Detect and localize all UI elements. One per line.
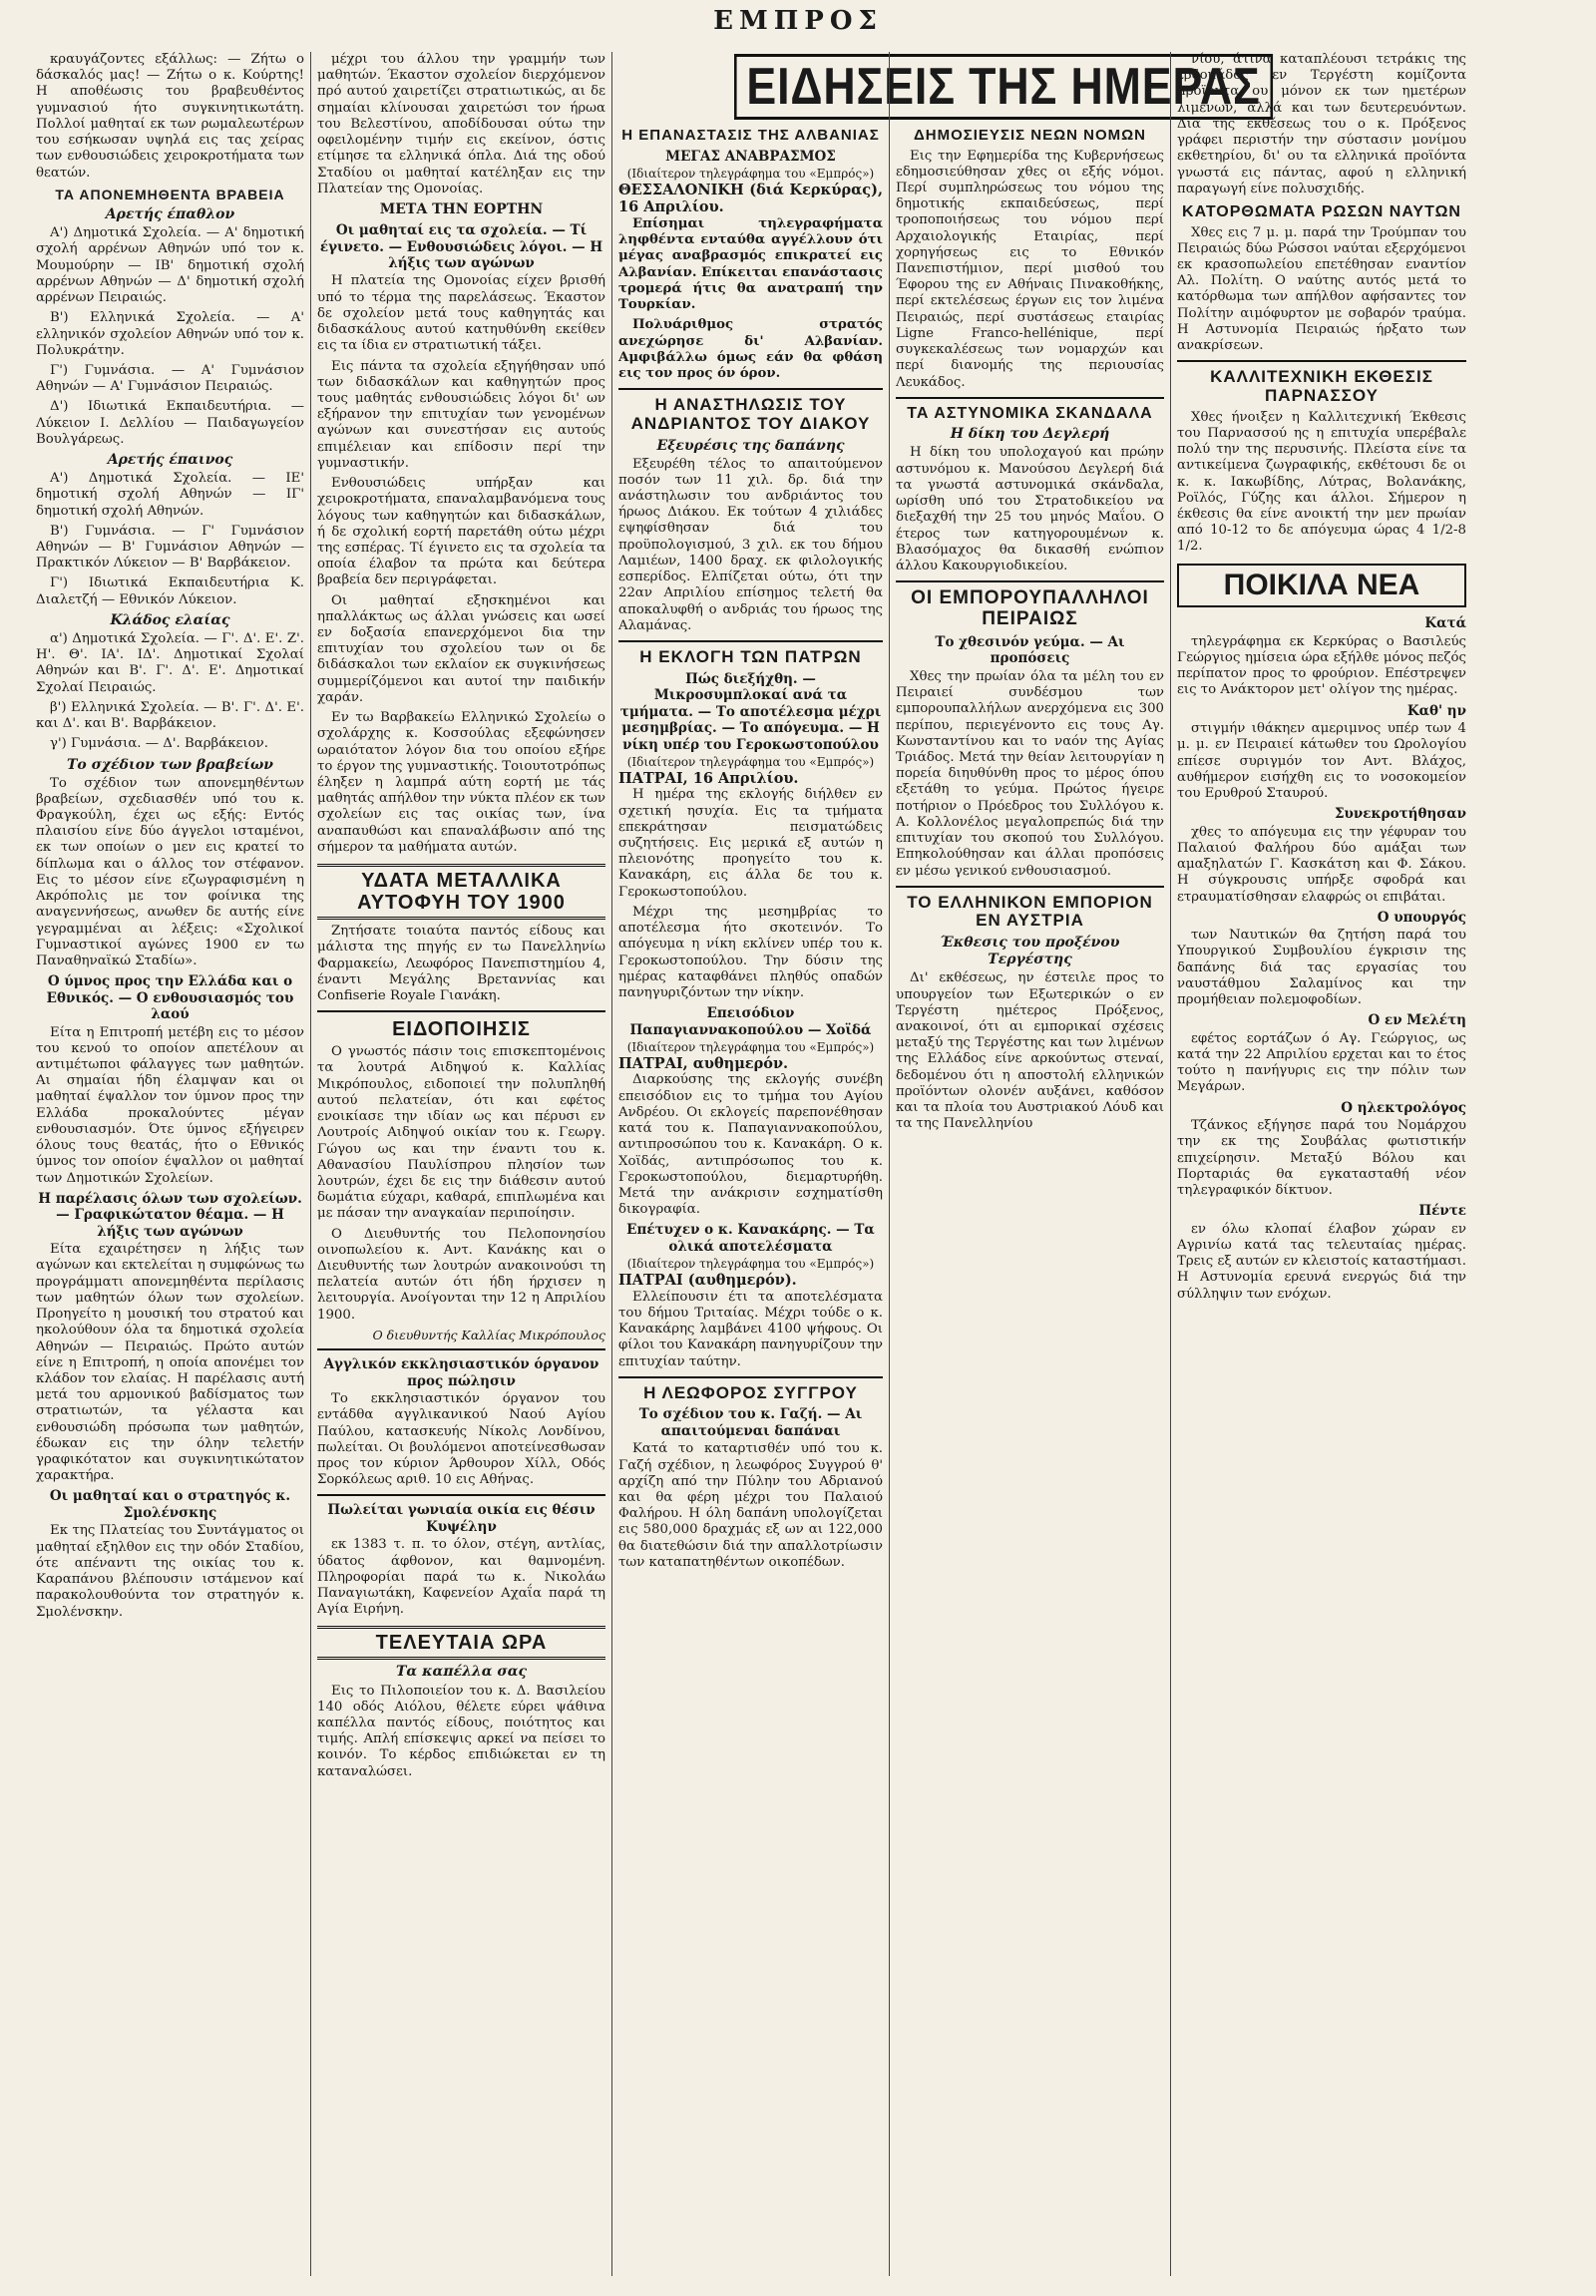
article-text: γ') Γυμνάσια. — Δ'. Βαρβάκειον.: [50, 736, 268, 752]
column-4: [890, 52, 1171, 2276]
masthead: ΕΜΠΡΟΣ: [713, 6, 883, 36]
subheading: Αρετής έπαινος: [107, 452, 233, 469]
article-text: Δι' εκθέσεως, ην έστειλε προς το υπουργείον των Εξωτερικών ο εν Τεργέστη ημέτερος Πρόξενος, ανακοινοί, ότι αι εμπορικαί σχέσεις μεταξύ της Τεργέστης και των λιμένων της Ελλάδος είνε αρκούντως στεναί, δεδομένου ότι η αποστολή ελληνικών προϊόντων ολονέν αυξάνει, καθόσον και τα πλοία του Αυστριακού Λόυδ και τα της Πανελληνίου: [896, 970, 1164, 1132]
article-text: Τζάνκος εξήγησε παρά του Νομάρχου την εκ της Σουβάλας φωτιστικήν επιχείρησιν. Μεταξύ Βόλου και Πορταριάς θα εγκατασταθή νέον τηλεγραφικόν δίκτυον.: [1177, 1118, 1466, 1198]
article-text: Μέχρι της μεσημβρίας το αποτέλεσμα ήτο σκοτεινόν. Το απόγευμα η νίκη εκλίνεν υπέρ του κ. Γεροκωστοπούλου. Την δύσιν της ημέρας καταφθάνει πληθύς οπαδών πανηγυριζόντων την νίκην.: [618, 904, 883, 1000]
subheading: Οι μαθηταί και ο στρατηγός κ. Σμολένσκης: [49, 1488, 291, 1521]
divider: [317, 1494, 605, 1496]
source-note: (Ιδιαίτερον τηλεγράφημα του «Εμπρός»): [626, 1040, 875, 1055]
article-text: α') Δημοτικά Σχολεία. — Γ'. Δ'. Ε'. Ζ'. Η'. Θ'. ΙΑ'. ΙΔ'. Δημοτικαί Σχολαί Αθηνών και Β'. Γ'. Δ'. Ε'. Δημοτικαί Σχολαί Πειραιώς.: [36, 630, 304, 695]
article-text: β') Ελληνικά Σχολεία. — Β'. Γ'. Δ'. Ε'. και Δ'. και Β'. Βαρβάκειον.: [36, 699, 304, 732]
article-text: Η δίκη του υπολοχαγού και πρώην αστυνόμου κ. Μανούσου Δεγλερή διά τα γνωστά αστυνομικά σκάνδαλα, ωρίσθη υπό του Στρατοδικείου να διεξαχθή την 25 του μηνός Μαΐου. Ο έτερος των κατηγορουμένων κ. Βλασόμαχος θα δικασθή ενώπιον άλλου Κακουργιοδικείου.: [896, 445, 1164, 574]
section-heading: ΔΗΜΟΣΙΕΥΣΙΣ ΝΕΩΝ ΝΟΜΩΝ: [913, 127, 1146, 144]
article-text: Είτα εχαιρέτησεν η λήξις των αγώνων και εκτελείται η συμφώνως τω προγράμματι απονεμηθέντα περίλασις των μαθητών όλων των σχολείων. Προηγείτο η μουσική του στρατού και ηκολούθουν όλα τα δημοτικά σχολεία Αθηνών — Πειραιώς. Πρώτο αυτών είνε η Επιτροπή, η οποία απονέμει τον κλάδον τον ελαίας. Η παρέλασις αυτή μετά του αρμονικού βαδίσματος των στρατιωτών, τα γέλαστα και ενθουσιώδη πρόσωπα των μαθητών, έδωκαν εις την όλην τελετήν γραφικότατον και συγκινητικώτατον χαρακτήρα.: [36, 1242, 304, 1484]
subheading: Συνεκροτήθησαν: [1334, 806, 1466, 823]
section-heading: Η ΕΚΛΟΓΗ ΤΩΝ ΠΑΤΡΩΝ: [639, 647, 862, 667]
article-text: Β') Ελληνικά Σχολεία. — Α' ελληνικόν σχολείον Αθηνών υπό τον κ. Πολυκράτην.: [36, 310, 304, 358]
subheading: Πώς διεξήχθη. — Μικροσυμπλοκαί ανά τα τμήματα. — Το αποτέλεσμα μέχρι μεσημβρίας. — Το απόγευμα. — Η νίκη υπέρ του Γεροκωστοπούλου: [619, 670, 882, 753]
article-text: Το σχέδιον των απονεμηθέντων βραβείων, σχεδιασθέν υπό του κ. Φραγκούλη, έχει ως εξής: Εντός πλαισίου είνε δύο άγγελοι ισταμένοι, εκ των οποίων ο μεν εις κρατεί το δίπλωμα και ο άλλος τον στέφανον. Εις το μέσον είνε εζωγραφισμένη η Ακρόπολις με τον φοίνικα της αναγεννήσεως, ανωθεν δε αυτής είνε γεγραμμέναι αι λέξεις: «Σχολικοί Γυμναστικοί αγώνες 1900 εν τω Παναθηναϊκώ Σταδίω».: [36, 775, 304, 968]
signature: Ο διευθυντής Καλλίας Μικρόπουλος: [372, 1327, 605, 1342]
article-text: εν όλω κλοπαί έλαβον χώραν εν Αγρινίω κατά τας τελευταίας ημέρας. Τρεις εξ αυτών εν κλειστοίς καταστήμασι. Η Αστυνομία ερευνά ενεργώς διά την σύλληψιν των ενόχων.: [1177, 1221, 1466, 1302]
article-text: εφέτος εορτάζων ό Αγ. Γεώργιος, ως κατά την 22 Απριλίου ερχεται και το έτος τούτο η πανήγυρις εις την πόλιν των Μεγάρων.: [1177, 1030, 1466, 1095]
column-2: [311, 52, 612, 2276]
article-text: Ενθουσιώδεις υπήρξαν και χειροκροτήματα, επαναλαμβανόμενα τους λόγους των καθηγητών και διδασκάλων, ή δε σχολική εορτή παρετάθη ούτω μέχρι της εσπέρας. Τί έγινετο εις τα σχολεία τα οποία έλαβον τα πρώτα και δεύτερα βραβεία δεν περιγράφεται.: [317, 476, 605, 588]
subheading: Ο ηλεκτρολόγος: [1341, 1099, 1466, 1116]
subheading: ΜΕΤΑ ΤΗΝ ΕΟΡΤΗΝ: [379, 200, 544, 217]
subheading: Οι μαθηταί εις τα σχολεία. — Τί έγινετο. — Ενθουσιώδεις λόγοι. — Η λήξις των αγώνων: [319, 222, 603, 271]
subheading: Το σχέδιον του κ. Γαζή. — Αι απαιτούμεναι δαπάναι: [638, 1406, 863, 1439]
banner-space: [896, 52, 1164, 122]
subheading: Ο ύμνος προς την Ελλάδα και ο Εθνικός. — Ο ενθουσιασμός του λαού: [46, 973, 294, 1023]
article-text: κραυγάζοντες εξάλλως: — Ζήτω ο δάσκαλός μας! — Ζήτω ο κ. Κούρτης! Η αποθέωσις του βραβευθέντος γυμνασιού ήτο συγκινητικωτάτη. Πολλοί μαθηταί εκ των ρωμαλεωτέρων του εσήκωσαν υψηλά εις τας χείρας των ενθουσιώδεις χειροκροτήματα των θεατών.: [36, 52, 304, 181]
article-text: Είτα η Επιτροπή μετέβη εις το μέσον του κενού το οποίον απετέλουν αι αντιμέτωποι φάλαγγες των μαθητών. Αι σημαίαι ήδη έλαμψαν και οι μαθηταί έψαλλον τον ύμνον προς την Ελλάδα προκαλούντες μέγαν ενθουσιασμόν. Ότε ύμνος εξήγειρεν όλους τους θεατάς, ήτο ο Εθνικός ύμνος τον οποίον έψαλλον οι μαθηταί των Δημοτικών Σχολείων.: [36, 1024, 304, 1186]
columns: [30, 52, 1572, 2276]
dateline: ΠΑΤΡΑΙ, 16 Απριλίου.: [618, 769, 799, 787]
article-text: Χθες ήνοιξεν η Καλλιτεχνική Έκθεσις του Παρνασσού ης η επιτυχία υπερέβαλε πολύ την της περυσινής. Πλείστα είνε τα αντικείμενα ζωγραφικής, εκθέτουσι δε οι κ. κ. Ιακωβίδης, Λύτρας, Βολανάκης, Ροϊλός, Γύζης και άλλοι. Σήμερον η έκθεσις θα είνε ανοικτή την μεν πρωίαν από 10-12 το δε απόγευμα ώρας 4 1/2-8 1/2.: [1177, 409, 1466, 555]
subheading: Ο υπουργός: [1377, 909, 1466, 926]
article-text: Η ημέρα της εκλογής διήλθεν εν σχετική ησυχία. Εις τα τμήματα επεκράτησαν πεισματώδεις συζητήσεις. Εις μερικά εξ αυτών η πλειονότης προηγείτο του κ. Κανακάρη, εις άλλα δε του κ. Γεροκωστοπούλου.: [618, 787, 883, 900]
divider: [618, 388, 883, 390]
dateline: ΠΑΤΡΑΙ, αυθημερόν.: [618, 1054, 789, 1072]
divider: [618, 1376, 883, 1378]
article-text: μέχρι του άλλου την γραμμήν των μαθητών. Έκαστον σχολείον διερχόμενον πρό αυτού χαιρετίζει στρατιωτικώς, αι δε σημαίαι κλίνουσαι χαιρετώσι τον ήρωα του Βελεστίνου, αποδίδουσαι ούτω την οφειλομένην τιμήν εις εκείνον, όστις ετίμησε τα ελληνικά όπλα. Διά της οδού Σταδίου οι μαθηταί κατέληξαν εις την Πλατείαν της Ομονοίας.: [317, 52, 605, 196]
section-heading: Η ΛΕΩΦΟΡΟΣ ΣΥΓΓΡΟΥ: [643, 1382, 858, 1402]
divider: [618, 640, 883, 642]
article-text: Α') Δημοτικά Σχολεία. — Α' δημοτική σχολή αρρένων Αθηνών υπό τον κ. Μουμούρην — ΙΒ' δημοτική σχολή αρρένων Αθηνών — Δ' δημοτική σχολή αρρένων Πειραιώς.: [36, 225, 304, 306]
section-heading: ΤΟ ΕΛΛΗΝΙΚΟΝ ΕΜΠΟΡΙΟΝ ΕΝ ΑΥΣΤΡΙΑ: [907, 892, 1153, 931]
section-heading: ΚΑΤΟΡΘΩΜΑΤΑ ΡΩΣΩΝ ΝΑΥΤΩΝ: [1182, 202, 1461, 220]
section-heading: Η ΕΠΑΝΑΣΤΑΣΙΣ ΤΗΣ ΑΛΒΑΝΙΑΣ: [621, 127, 880, 144]
column-1: [30, 52, 311, 2276]
article-text: τηλεγράφημα εκ Κερκύρας ο Βασιλεύς Γεώργιος ημίσεια ώρα εξήλθε μόνος πεζός περίπατον προς το φρούριον. Επέστρεψεν εις το Ανάκτορον μετ' ολίγον της ημέρας.: [1177, 633, 1466, 698]
article-text: Οι μαθηταί εξησκημένοι και ηπαλλάκτως ως άλλαι γνώσεις και ωσεί εν δοξασία επανερχόμενοι δια την επιτυχίαν του σχολείου των οι δε διδάσκαλοι των εκλαίον εκ συγκινήσεως συμμερίζόμενοι και αυτοί την παιδικήν χαράν.: [317, 592, 605, 705]
subheading: Η δίκη του Δεγλερή: [950, 426, 1110, 443]
subheading: Έκθεσις του προξένου Τεργέστης: [940, 935, 1120, 968]
banner-space: [618, 52, 883, 122]
subheading: Πέντε: [1418, 1203, 1466, 1220]
article-text: Δ') Ιδιωτικά Εκπαιδευτήρια. — Λύκειον Ι. Δελλίου — Παιδαγωγείον Βουλγάρεως.: [36, 399, 304, 447]
source-note: (Ιδιαίτερον τηλεγράφημα του «Εμπρός»): [626, 1257, 875, 1272]
divider: [896, 397, 1164, 399]
subheading: Επεισόδιον Παπαγιαννακοπούλου — Χοϊδά: [629, 1005, 872, 1038]
article-text: Χθες την πρωίαν όλα τα μέλη του εν Πειραιεί συνδέσμου των εμπορουπαλλήλων ανερχόμενα εις 300 περίπου, περιεγένοντο εις τους Αγ. Κωνσταντίνου και το ναόν της Αγίας Τριάδος. Μετά την θείαν λειτουργίαν η πορεία διηυθύνθη προς το μέρος όπου εξετάθη το γεύμα. Πρώτος ήγειρε ποτήριον ο Πρόεδρος του Συλλόγου κ. Α. Κολλονέλος μεγαλοπρεπώς διά την επιτυχίαν του σκοπού του Συλλόγου. Επηκολούθησαν και άλλαι προπόσεις εν μέσω γενικού ενθουσιασμού.: [896, 668, 1164, 879]
column-3: [612, 52, 890, 2276]
subheading: Κλάδος ελαίας: [110, 611, 230, 628]
notice-heading: ΕΙΔΟΠΟΙΗΣΙΣ: [392, 1018, 531, 1041]
subheading: Το χθεσινόν γεύμα. — Αι προπόσεις: [935, 633, 1125, 667]
divider: [317, 1010, 605, 1012]
article-text: στιγμήν ιθάκηεν αμεριμνος υπέρ των 4 μ. μ. εν Πειραιεί κάτωθεν του Ωρολογίου επίεσε συριγμόν τον Αντ. Βλάχος, αυθήμερον εισήχθη εις το νοσοκομείον του Ερυθρού Σταυρού.: [1177, 721, 1466, 801]
misc-news-heading: ΠΟΙΚΙΛΑ ΝΕΑ: [1177, 564, 1466, 608]
section-heading: ΚΑΛΛΙΤΕΧΝΙΚΗ ΕΚΘΕΣΙΣ ΠΑΡΝΑΣΣΟΥ: [1210, 367, 1433, 405]
article-text: Εν τω Βαρβακείω Ελληνικώ Σχολείω ο σχολάρχης κ. Κοσσούλας εξεφώνησεν ωραιότατον λόγον δια του οποίου εξήρε το έργον της γυμναστικής. Τοιουτοτρόπως έληξεν η λαμπρά αύτη εορτή με τάς μαθητάς απήλθον την νύκτα πλέον εκ των σχολείων εις τας οικίας των, ίνα αναπαυθώσι και επαναλάβωσιν από της σήμερον τα μαθήματα αυτών.: [317, 710, 605, 855]
article-text: χθες το απόγευμα εις την γέφυραν του Παλαιού Φαλήρου δύο αμάξαι των αμαξηλατών Γ. Κασκάτση και Φ. Σάκου. Η σύγκρουσις υπήρξε σφοδρά και ετραυματίσθησαν ελαφρώς οι επιβάται.: [1177, 824, 1466, 905]
notice-text: Ο Διευθυντής του Πελοπονησίου οινοπωλείου κ. Αντ. Κανάκης και ο Διευθυντής των λουτρών ανακοινούσι τη πελατεία αυτών ότι ήδη ήρχισεν η λειτουργία. Ανοίγονται την 12 η Απριλίου 1900.: [317, 1226, 605, 1323]
article-text: των Ναυτικών θα ζητήση παρά του Υπουργικού Συμβουλίου έγκρισιν της δαπάνης διά τας εργασίας του ναυστάθμου Σαλαμίνος και την προμήθειαν πολεμοφοδίων.: [1177, 928, 1466, 1008]
article-text: Επίσημαι τηλεγραφήματα ληφθέντα ενταύθα αγγέλλουν ότι μέγας αναβρασμός επικρατεί εις Αλβανίαν. Επίκειται επανάστασις τρομερά ήτις θα ανατραπή την Τουρκίαν.: [618, 215, 883, 313]
article-text: Εις πάντα τα σχολεία εξηγήθησαν υπό των διδασκάλων και καθηγητών προς τους μαθητάς ενθουσιώδεις λόγοι δι' ων εξήρανον την επιτυχίαν των γενομένων αγώνων και συνεστήσαν εις αυτούς επιμέλειαν και επίδοσιν περί την γυμναστικήν.: [317, 358, 605, 471]
article-text: Ελλείπουσιν έτι τα αποτελέσματα του δήμου Τριταίας. Μέχρι τούδε ο κ. Κανακάρης λαμβάνει 4100 ψήφους. Οι φίλοι του Κανακάρη πανηγυρίζουν την επιτυχίαν ταύτην.: [618, 1289, 883, 1369]
article-text: Εκ της Πλατείας του Συντάγματος οι μαθηταί εξηλθον εις την οδόν Σταδίου, ότε απέναντι της οικίας του κ. Καραπάνου βλέπουσιν ιστάμενον καί παρακολουθούντα τον στρατηγόν κ. Σμολένσκην.: [36, 1523, 304, 1620]
subheading: Κατά: [1424, 615, 1466, 632]
divider: [317, 1348, 605, 1350]
article-text: Α') Δημοτικά Σχολεία. — ΙΕ' δημοτική σχολή Αθηνών — ΙΓ' δημοτική σχολή Αθηνών.: [36, 471, 304, 519]
divider: [896, 580, 1164, 582]
ad-text: Ζητήσατε τοιαύτα παντός είδους και μάλιστα της πηγής εν τω Πανελληνίω Φαρμακείω, Λεωφόρος Πανεπιστημίου 4, έναντι Μεγάλης Βρεταννίας και Confiserie Royale Γιανάκη.: [317, 924, 605, 1003]
column-5: [1171, 52, 1472, 2276]
last-hour-heading: ΤΕΛΕΥΤΑΙΑ ΩΡΑ: [317, 1626, 605, 1660]
article-text: Εις την Εφημερίδα της Κυβερνήσεως εδημοσιεύθησαν χθες οι εξής νόμοι. Περί συμπληρώσεως του νόμου της δημοτικής εκπαιδεύσεως, περί τροποποιήσεως του νόμου περί Αρχαιολογικής Εταιρίας, περί χορηγήσεως εις το Εθνικόν Πανεπιστήμιον, περί μισθού του Έφορου της εν Αθήναις Πινακοθήκης, περί εκτελέσεως έργων εις τον λιμένα Πειραιώς, περί συστάσεως εταιρίας Ligne Franco-hellénique, περί συγκεκαλέσεως των νομαρχών και περί διανομής της περιουσίας Λευκάδος.: [896, 148, 1164, 390]
divider: [1177, 360, 1466, 362]
subheading: Το σχέδιον των βραβείων: [66, 756, 274, 773]
notice-text: Ο γνωστός πάσιν τοις επισκεπτομένοις τα λουτρά Αιδηψού κ. Καλλίας Μικρόπουλος, ειδοποιεί την πολυπληθή αυτού πελατείαν, ότι και εφέτος ενοικίασε την ιδίαν ως και πέρυσι εν Λουτροίς Αιδηψού οικίαν του κ. Γεωργ. Γώγου ως και την έναντι του κ. Αθανασίου Παυλίσπρου πλησίον των λουτρών, έχει δε εις την διάθεσιν αυτού δωμάτια εύχαρι, καθαρά, επιπλωμένα και με πάσαν την αναγκαίαν περιποίησιν.: [317, 1044, 605, 1222]
subheading: Επέτυχεν ο κ. Κανακάρης. — Τα ολικά αποτελέσματα: [626, 1222, 875, 1255]
section-heading: ΟΙ ΕΜΠΟΡΟΥΠΑΛΛΗΛΟΙ ΠΕΙΡΑΙΩΣ: [911, 587, 1149, 630]
subheading: Αρετής έπαθλον: [105, 206, 235, 223]
subheading: Τα καπέλλα σας: [396, 1664, 527, 1681]
source-note: (Ιδιαίτερον τηλεγράφημα του «Εμπρός»): [626, 166, 875, 181]
subheading: Ο εν Μελέτη: [1368, 1012, 1466, 1029]
section-heading: ΤΑ ΑΠΟΝΕΜΗΘΕΝΤΑ ΒΡΑΒΕΙΑ: [55, 186, 285, 202]
ad-text: εκ 1383 τ. π. το όλον, στέγη, αντλίας, ύδατος άφθονον, και θαμνομένη. Πληροφορίαι παρά τω κ. Νικολάω Παναγιωτάκη, Καφενείον Αχαΐα παρά τη Αγία Ειρήνη.: [317, 1537, 605, 1618]
article-text: Γ') Γυμνάσια. — Α' Γυμνάσιον Αθηνών — Α' Γυμνάσιον Πειραιώς.: [36, 362, 304, 395]
ad-heading: Αγγλικόν εκκλησιαστικόν όργανον προς πώλησιν: [323, 1356, 599, 1389]
subheading: Η παρέλασις όλων των σχολείων. — Γραφικώτατον θέαμα. — Η λήξις των αγώνων: [38, 1190, 302, 1240]
water-ad-heading: ΥΔΑΤΑ ΜΕΤΑΛΛΙΚΑ ΑΥΤΟΦΥΗ ΤΟΥ 1900: [317, 864, 605, 920]
article-text: Β') Γυμνάσια. — Γ' Γυμνάσιον Αθηνών — Β' Γυμνάσιον Αθηνών — Πρακτικόν Λύκειον — Β' Βαρβάκειον.: [36, 523, 304, 572]
section-heading: Η ΑΝΑΣΤΗΛΩΣΙΣ ΤΟΥ ΑΝΔΡΙΑΝΤΟΣ ΤΟΥ ΔΙΑΚΟΥ: [630, 395, 871, 433]
article-text: Διαρκούσης της εκλογής συνέβη επεισόδιον εις το τμήμα του Αγίου Ανδρέου. Οι εκλογείς παρεπονέθησαν κατά του κ. Παπαγιαννακοπούλου, αντιπροσώπου του κ. Κανακάρη. Ο κ. Χοϊδάς, αντιπρόσωπος του κ. Γεροκωστοπούλου, διεμαρτυρήθη. Μετά την ανάκρισιν εσχηματίσθη δικογραφία.: [618, 1072, 883, 1218]
article-text: Χθες εις 7 μ. μ. παρά την Τρούμπαν του Πειραιώς δύω Ρώσσοι ναύται εξερχόμενοι εκ κρασοπωλείου επετέθησαν εναντίον Αλ. Πολίτη. Ο ναύτης αυτός μετά το κατόρθωμα των απήλθον αφήσαντες τον Πολίτην αιμόφυρτον με σοβαρόν τραύμα. Η Αστυνομία Πειραιώς ήρξατο των ανακρίσεων.: [1177, 224, 1466, 354]
ad-heading: Πωλείται γωνιαία οικία εις θέσιν Κυψέλην: [327, 1502, 596, 1535]
dateline: ΠΑΤΡΑΙ (αυθημερόν).: [618, 1271, 797, 1289]
subheading: Καθ' ην: [1406, 702, 1466, 719]
source-note: (Ιδιαίτερον τηλεγράφημα του «Εμπρός»): [626, 755, 875, 770]
article-text: Γ') Ιδιωτικά Εκπαιδευτήρια Κ. Διαλετζή — Εθνικόν Λύκειον.: [36, 575, 304, 607]
article-text: Κατά το καταρτισθέν υπό του κ. Γαζή σχέδιον, η λεωφόρος Συγγρού θ' αρχίζη από την Πύλην του Αδριανού και θα φέρη μέχρι του Παλαιού Φαλήρου. Η όλη δαπάνη υπολογίζεται εις 580,000 δραχμάς εξ ων αι 122,000 θα διατεθώσιν διά την απαλλοτρίωσιν των καταπατηθέντων οικοπέδων.: [618, 1441, 883, 1570]
news-of-the-day-banner: ΕΙΔΗΣΕΙΣ ΤΗΣ ΗΜΕΡΑΣ: [734, 54, 1273, 120]
subheading: ΜΕΓΑΣ ΑΝΑΒΡΑΣΜΟΣ: [665, 148, 836, 165]
subheading: Εξευρέσις της δαπάνης: [656, 437, 845, 454]
dateline: ΘΕΣΣΑΛΟΝΙΚΗ (διά Κερκύρας), 16 Απριλίου.: [618, 181, 883, 216]
section-heading: ΤΑ ΑΣΤΥΝΟΜΙΚΑ ΣΚΑΝΔΑΛΑ: [907, 404, 1153, 422]
article-text: Πολυάριθμος στρατός ανεχώρησε δι' Αλβανίαν. Αμφιβάλλω όμως εάν θα φθάση εις τον προς όν όρον.: [618, 317, 883, 381]
article-text: νίου, άτινα καταπλέουσι τετράκις της εβδομάδος εν Τεργέστη κομίζοντα προϊόντα ου μόνον εκ των ημετέρων λιμένων, αλλά και των δευτερευόντων. Διά της εκθέσεως του ο κ. Πρόξενος γράφει περιστήν την σύστασιν μονίμου εκθετηρίου, δι' ου τα ελληνικά προϊόντα γνωστά εις πάντας, αφού η ελληνική παραγωγή είνε πολυσχιδής.: [1177, 52, 1466, 196]
article-text: Η πλατεία της Ομονοίας είχεν βρισθή υπό το τέρμα της παρελάσεως. Έκαστον δε σχολείον μετά τους καθηγητάς και διδασκάλους αυτού κατηυθύνθη εκείθεν εις τα ίδια εν στρατιωτική τάξει.: [317, 273, 605, 354]
ad-text: Εις το Πιλοποιείον του κ. Δ. Βασιλείου 140 οδός Αιόλου, θέλετε εύρει ψάθινα καπέλλα παντός είδους, ποιότητος και τιμής. Απλή επίσκεψις αρκεί να πείσει το κοινόν. Το κέρδος επιδιώκεται εν τη καταναλώσει.: [317, 1683, 605, 1779]
ad-text: Το εκκλησιαστικόν όργανον του εντάδθα αγγλικανικού Ναού Αγίου Παύλου, κατασκευής Νίκολς Λονδίνου, πωλείται. Οι βουλόμενοι αποτείνεσθωσαν προς τον κύριον Άρθουρον Χίλλ, Οδός Σορκόλεως αριθ. 10 εις Αθήνας.: [317, 1391, 605, 1488]
divider: [896, 886, 1164, 888]
article-text: Εξευρέθη τέλος το απαιτούμενον ποσόν των 11 χιλ. δρ. διά την ανάστηλωσιν του ανδριάντος του ήρωος Διάκου. Εκ τούτων 4 χιλιάδες εψηφίσθησαν διά του προϋπολογισμού, 3 χιλ. εκ του δήμου Λαμιέων, 1400 δραχ. εκ φιλολογικής εσπερίδος. Ελπίζεται ούτω, ότι την 22αν Απριλίου επίσημος τελετή θα αποκαλυφθή ο ανδριάς του ήρωος της Αλαμάνας.: [618, 456, 883, 633]
